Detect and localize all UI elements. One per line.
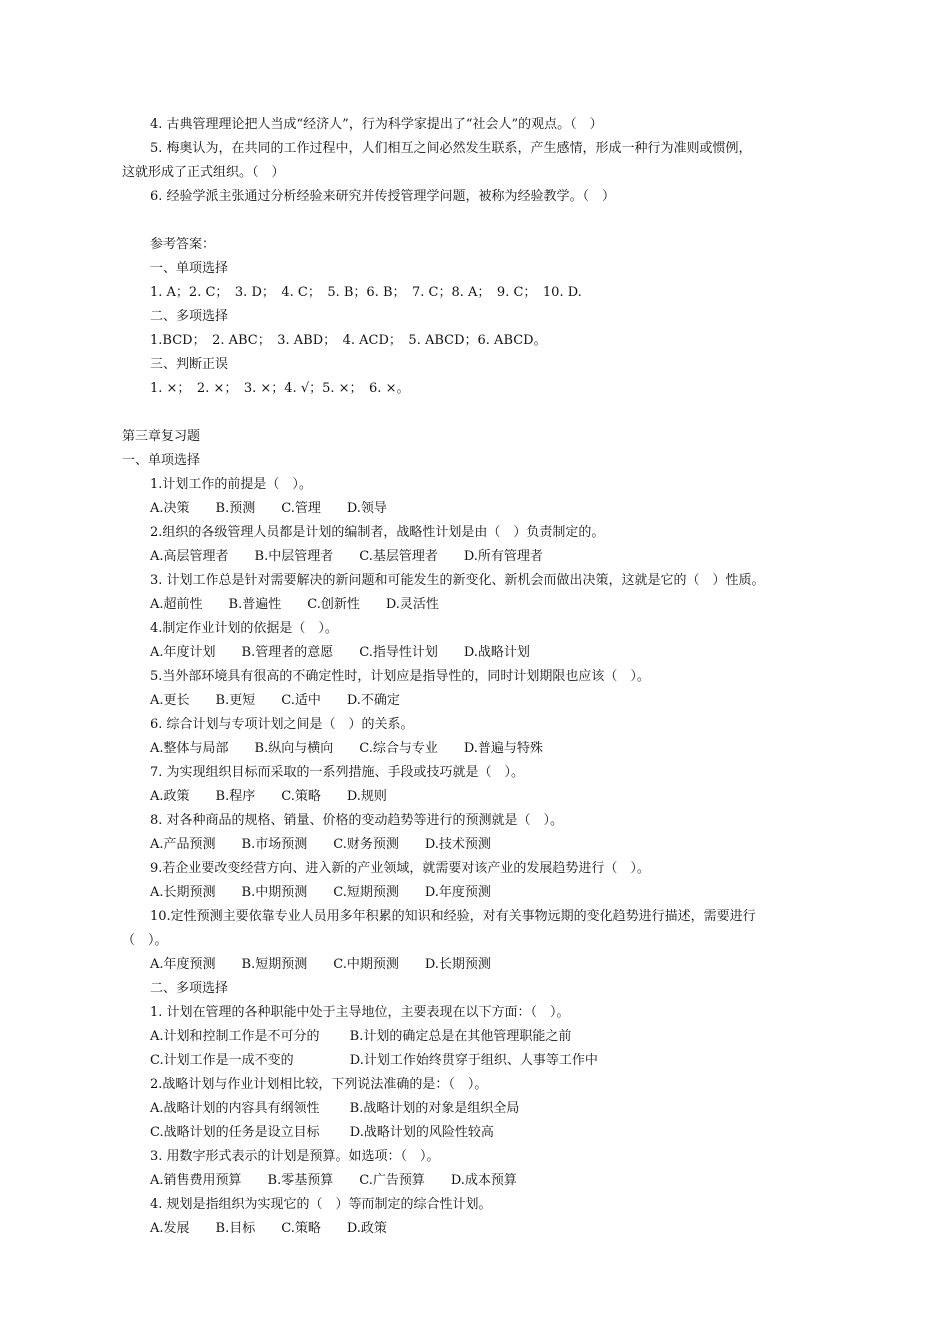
question: 7. 为实现组织目标而采取的一系列措施、手段或技巧就是（ ）。 [150, 765, 525, 780]
question: 1. 计划在管理的各种职能中处于主导地位，主要表现在以下方面：（ ）。 [150, 1005, 570, 1020]
options: C.计划工作是一成不变的 D.计划工作始终贯穿于组织、人事等工作中 [150, 1053, 598, 1068]
options: A.发展 B.目标 C.策略 D.政策 [150, 1221, 387, 1236]
options: A.计划和控制工作是不可分的 B.计划的确定总是在其他管理职能之前 [150, 1029, 572, 1044]
question: 6. 综合计划与专项计划之间是（ ）的关系。 [150, 717, 414, 732]
text-line: 1.BCD； 2. ABC； 3. ABD； 4. ACD； 5. ABCD；6. ABCD。 [150, 333, 547, 348]
section-heading: 二、多项选择 [150, 981, 229, 996]
options: A.整体与局部 B.纵向与横向 C.综合与专业 D.普遍与特殊 [150, 741, 543, 756]
answer-heading: 参考答案： [150, 237, 216, 252]
options: A.年度预测 B.短期预测 C.中期预测 D.长期预测 [150, 957, 491, 972]
section-heading: 一、单项选择 [150, 261, 229, 276]
options: A.更长 B.更短 C.适中 D.不确定 [150, 693, 400, 708]
text-line: 1. ×； 2. ×； 3. ×；4. √；5. ×； 6. ×。 [150, 381, 410, 396]
options: C.战略计划的任务是设立目标 D.战略计划的风险性较高 [150, 1125, 494, 1140]
options: A.销售费用预算 B.零基预算 C.广告预算 D.成本预算 [150, 1173, 517, 1188]
question: 4.制定作业计划的依据是（ ）。 [150, 621, 338, 636]
chapter-title: 第三章复习题 [122, 429, 201, 444]
question: 10.定性预测主要依靠专业人员用多年积累的知识和经验，对有关事物远期的变化趋势进行描述，需要进行 [150, 909, 756, 924]
question-continued: （ ）。 [122, 933, 168, 948]
question: 9.若企业要改变经营方向、进入新的产业领域，就需要对该产业的发展趋势进行（ ）。 [150, 861, 650, 876]
options: A.政策 B.程序 C.策略 D.规则 [150, 789, 387, 804]
section-heading: 二、多项选择 [150, 309, 229, 324]
question: 3. 用数字形式表示的计划是预算。如选项：（ ）。 [150, 1149, 440, 1164]
options: A.决策 B.预测 C.管理 D.领导 [150, 501, 387, 516]
options: A.超前性 B.普遍性 C.创新性 D.灵活性 [150, 597, 439, 612]
question: 5.当外部环境具有很高的不确定性时，计划应是指导性的，同时计划期限也应该（ ）。 [150, 669, 650, 684]
options: A.长期预测 B.中期预测 C.短期预测 D.年度预测 [150, 885, 491, 900]
question: 2.战略计划与作业计划相比较，下列说法准确的是：（ ）。 [150, 1077, 488, 1092]
text-line: 这就形成了正式组织。（ ） [122, 165, 285, 180]
options: A.高层管理者 B.中层管理者 C.基层管理者 D.所有管理者 [150, 549, 543, 564]
options: A.年度计划 B.管理者的意愿 C.指导性计划 D.战略计划 [150, 645, 530, 660]
text-line: 6. 经验学派主张通过分析经验来研究并传授管理学问题，被称为经验教学。（ ） [150, 189, 616, 204]
question: 2.组织的各级管理人员都是计划的编制者，战略性计划是由（ ）负责制定的。 [150, 525, 605, 540]
section-heading: 三、判断正误 [150, 357, 229, 372]
question: 3. 计划工作总是针对需要解决的新问题和可能发生的新变化、新机会而做出决策，这就是它的（ ）性质。 [150, 573, 765, 588]
text-line: 4. 古典管理理论把人当成“经济人”，行为科学家提出了“社会人”的观点。（ ） [150, 117, 603, 132]
text-line: 1. A；2. C； 3. D； 4. C； 5. B；6. B； 7. C；8. A； 9. C； 10. D. [150, 285, 582, 300]
question: 1.计划工作的前提是（ ）。 [150, 477, 312, 492]
question: 8. 对各种商品的规格、销量、价格的变动趋势等进行的预测就是（ ）。 [150, 813, 564, 828]
text-line: 5. 梅奥认为，在共同的工作过程中，人们相互之间必然发生联系，产生感情，形成一种行为准则或惯例， [150, 141, 752, 156]
options: A.战略计划的内容具有纲领性 B.战略计划的对象是组织全局 [150, 1101, 520, 1116]
question: 4. 规划是指组织为实现它的（ ）等而制定的综合性计划。 [150, 1197, 492, 1212]
section-heading: 一、单项选择 [122, 453, 201, 468]
options: A.产品预测 B.市场预测 C.财务预测 D.技术预测 [150, 837, 491, 852]
